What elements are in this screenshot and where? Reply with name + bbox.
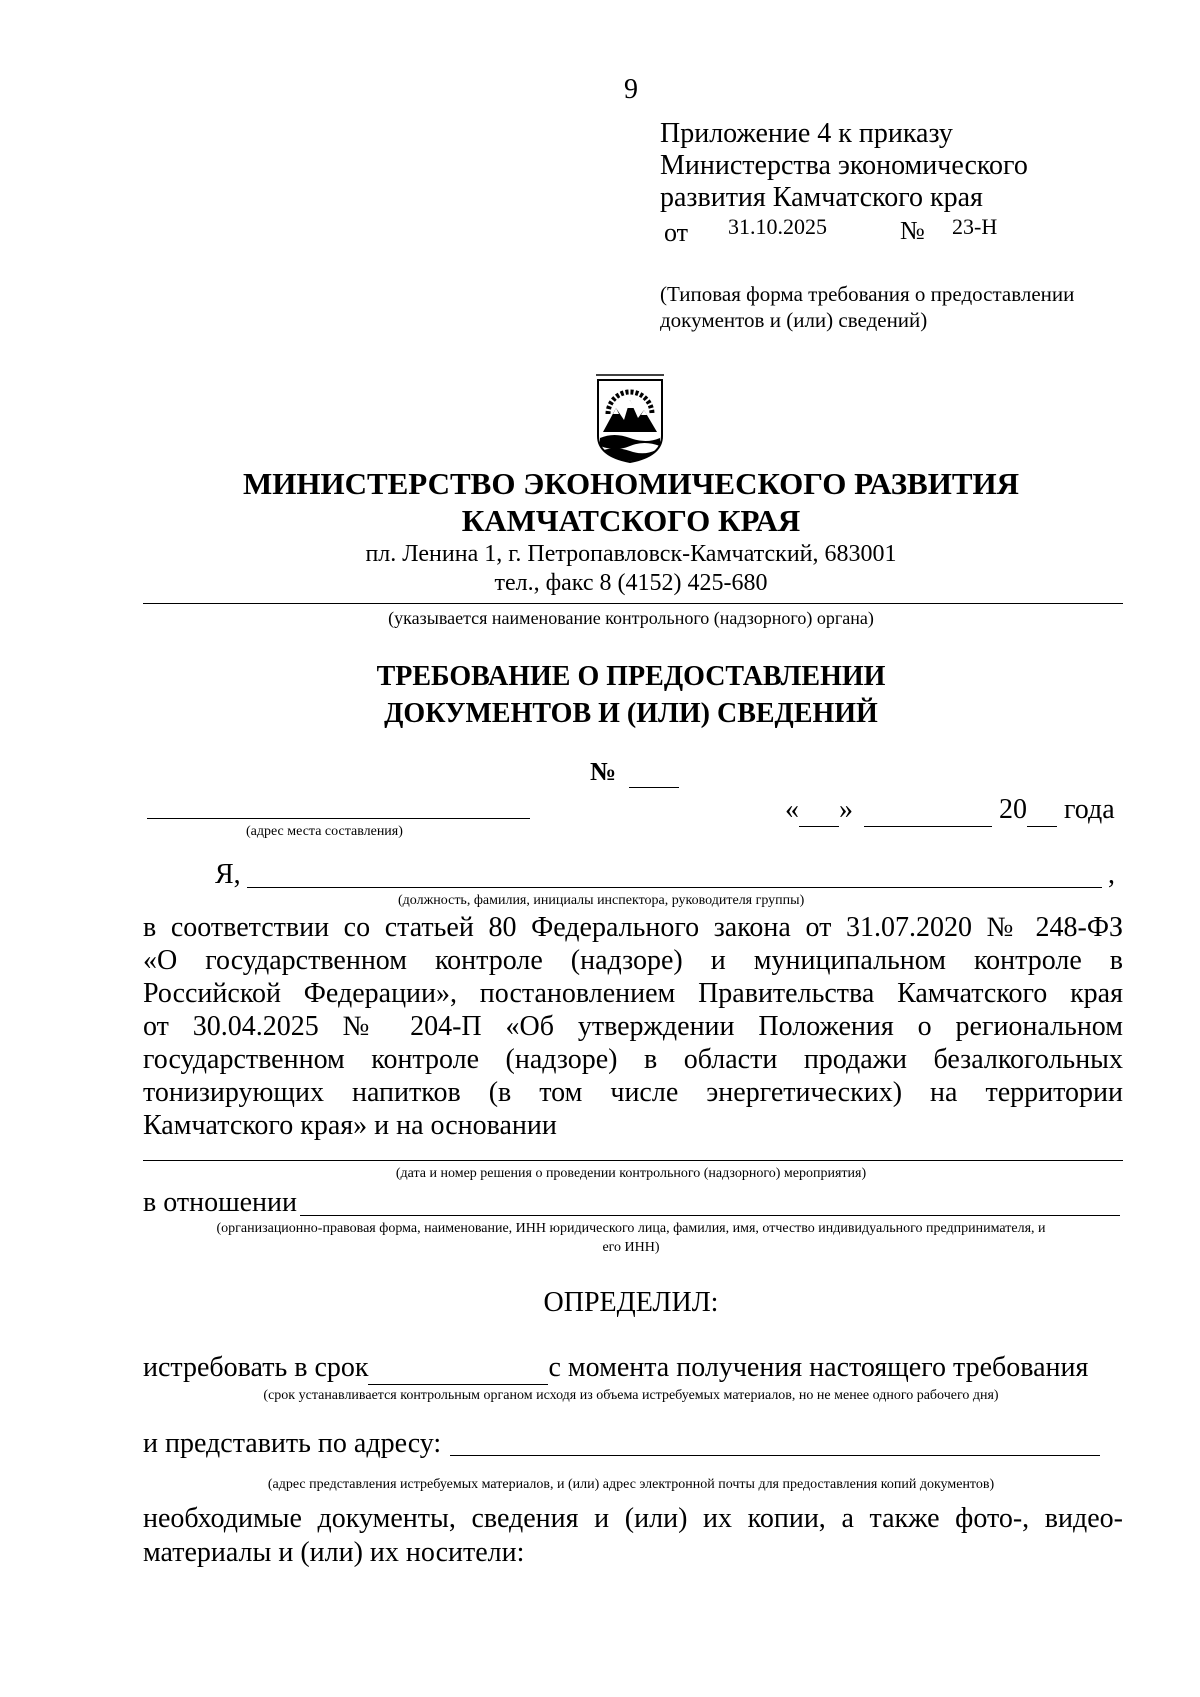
doc-number [590, 757, 679, 788]
regarding-caption-line-1: (организационно-правовая форма, наименование, ИНН юридического лица, фамилия, имя, отчество индивидуального предпринимателя, и [216, 1221, 1046, 1236]
inspector-suffix: , [1108, 859, 1115, 890]
inspector-field[interactable] [247, 887, 1102, 888]
org-phone: тел., факс 8 (4152) 425-680 [494, 570, 768, 596]
org-caption: (указывается наименование контрольного (надзорного) органа) [388, 608, 874, 628]
doc-title-line-1: ТРЕБОВАНИЕ О ПРЕДОСТАВЛЕНИИ [376, 661, 886, 692]
date-open-quote: « [785, 794, 799, 825]
org-divider [143, 603, 1123, 604]
page-number: 9 [624, 74, 638, 105]
body-line-4: от 30.04.2025 № 204-П «Об утверждении Положения о региональном [143, 1011, 1123, 1042]
org-name-line-1: МИНИСТЕРСТВО ЭКОНОМИЧЕСКОГО РАЗВИТИЯ [242, 466, 1020, 501]
doc-number-field[interactable] [629, 757, 679, 788]
date-close-quote: » [839, 794, 853, 825]
regarding-caption-line-2: его ИНН) [602, 1240, 660, 1255]
kamchatka-coat-of-arms-icon [594, 374, 666, 464]
regarding-field[interactable] [300, 1215, 1120, 1216]
submit-address-field[interactable] [450, 1455, 1100, 1456]
appendix-number: 23-Н [952, 214, 998, 239]
decision-field[interactable] [143, 1160, 1123, 1161]
place-field[interactable] [147, 818, 530, 819]
demand-prefix: истребовать в срок [143, 1352, 369, 1383]
determined-heading: ОПРЕДЕЛИЛ: [543, 1287, 719, 1318]
submit-label: и представить по адресу: [143, 1428, 442, 1459]
body-line-5: государственном контроле (надзоре) в области продажи безалкогольных [143, 1044, 1123, 1075]
form-note-line-1: (Типовая форма требования о предоставлении [660, 282, 1075, 306]
demand-caption: (срок устанавливается контрольным органом исходя из объема истребуемых материалов, но не менее одного рабочего дня) [263, 1388, 999, 1403]
year-field[interactable] [1027, 794, 1057, 827]
place-caption: (адрес места составления) [246, 824, 403, 839]
form-note-line-2: документов и (или) сведений) [660, 308, 928, 332]
materials-line-1: необходимые документы, сведения и (или) их копии, а также фото-, видео- [143, 1503, 1123, 1534]
year-suffix: года [1064, 794, 1115, 825]
decision-caption: (дата и номер решения о проведении контрольного (надзорного) мероприятия) [395, 1166, 867, 1181]
appendix-line-3: развития Камчатского края [660, 182, 983, 213]
doc-number-label: № [590, 757, 617, 786]
inspector-caption: (должность, фамилия, инициалы инспектора, руководителя группы) [398, 893, 805, 908]
org-name-line-2: КАМЧАТСКОГО КРАЯ [461, 503, 801, 538]
body-line-6: тонизирующих напитков (в том числе энергетических) на территории [143, 1077, 1123, 1108]
deadline-field[interactable] [368, 1352, 548, 1385]
org-address: пл. Ленина 1, г. Петропавловск-Камчатский, 683001 [365, 541, 897, 567]
body-line-1: в соответствии со статьей 80 Федерального закона от 31.07.2020 № 248-ФЗ [143, 912, 1123, 943]
month-field[interactable] [864, 794, 992, 827]
appendix-date-prefix: от [664, 218, 689, 247]
year-prefix: 20 [999, 794, 1027, 825]
body-line-2: «О государственном контроле (надзоре) и муниципальном контроле в [143, 945, 1123, 976]
doc-title-line-2: ДОКУМЕНТОВ И (ИЛИ) СВЕДЕНИЙ [384, 698, 878, 729]
demand-suffix: с момента получения настоящего требования [548, 1352, 1089, 1383]
submit-caption: (адрес представления истребуемых материалов, и (или) адрес электронной почты для предоставления копий документов) [267, 1477, 995, 1492]
date-line [785, 794, 1115, 827]
appendix-date: 31.10.2025 [728, 214, 827, 239]
body-line-7: Камчатского края» и на основании [143, 1110, 557, 1141]
inspector-prefix: Я, [215, 859, 241, 890]
day-field[interactable] [799, 794, 839, 827]
appendix-line-1: Приложение 4 к приказу [660, 118, 953, 149]
materials-line-2: материалы и (или) их носители: [143, 1537, 525, 1568]
appendix-line-2: Министерства экономического [660, 150, 1028, 181]
demand-line [143, 1352, 1088, 1385]
appendix-number-prefix: № [900, 216, 925, 245]
regarding-label: в отношении [143, 1187, 298, 1218]
body-line-3: Российской Федерации», постановлением Правительства Камчатского края [143, 978, 1123, 1009]
